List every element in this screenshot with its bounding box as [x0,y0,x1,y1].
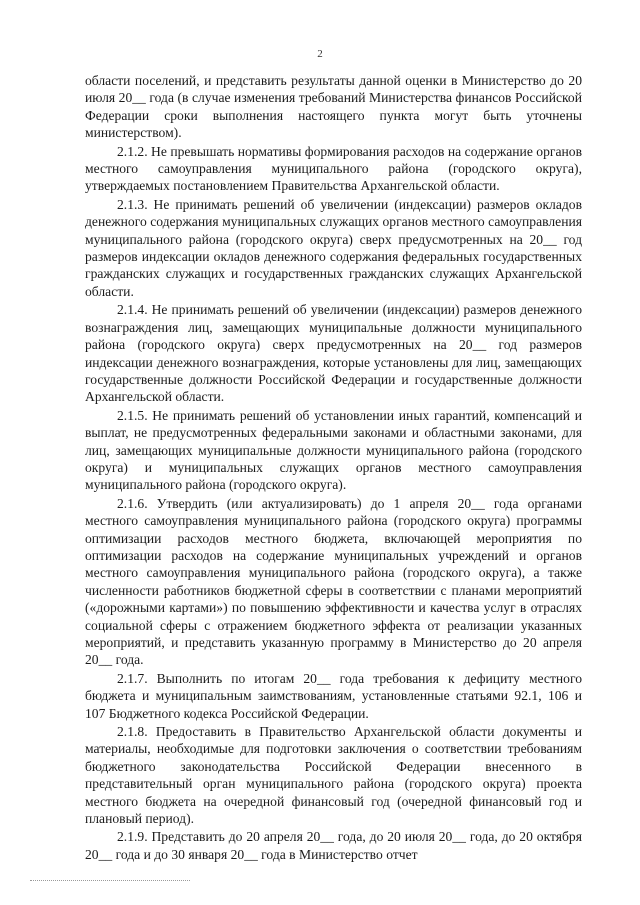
page-number: 2 [317,48,323,60]
scan-artifact-divider [30,880,190,882]
paragraph-2-1-2: 2.1.2. Не превышать нормативы формирования расходов на содержание органов местного самоуправления муниципального района (городского округа), утверждаемых постановлением Правительства Архангельской области. [85,143,582,194]
paragraph-continuation: области поселений, и представить результаты данной оценки в Министерство до 20 июля 20__ года (в случае изменения требований Министерства финансов Российской Федерации сроки выполнения настоящего пункта могут быть уточнены министерством). [85,73,582,141]
document-body [85,72,582,864]
paragraph-2-1-8: 2.1.8. Предоставить в Правительство Архангельской области документы и материалы, необходимые для подготовки заключения о соответствии требованиям бюджетного законодательства Российской Федерации внесенного в представительный орган муниципального района (городского округа) проекта местного бюджета на очередной финансовый год (очередной финансовый год и плановый период). [85,724,582,827]
paragraph-2-1-3: 2.1.3. Не принимать решений об увеличении (индексации) размеров окладов денежного содержания муниципальных служащих органов местного самоуправления муниципального района (городского округа) сверх предусмотренных на 20__ год размеров индексации окладов денежного содержания федеральных государственных гражданских служащих и государственных гражданских служащих Архангельской области. [85,196,582,299]
paragraph-2-1-4: 2.1.4. Не принимать решений об увеличении (индексации) размеров денежного вознаграждения лиц, замещающих муниципальные должности муниципального района (городского округа) сверх предусмотренных на 20__ год размеров индексации денежного вознаграждения, которые установлены для лиц, замещающих государственные должности Российской Федерации и государственные должности Архангельской области. [85,302,582,405]
paragraph-2-1-5: 2.1.5. Не принимать решений об установлении иных гарантий, компенсаций и выплат, не предусмотренных федеральными законами и областными законами, для лиц, замещающих муниципальные должности муниципального района (городского округа) и муниципальных служащих органов местного самоуправления муниципального района (городского округа). [85,407,582,493]
paragraph-2-1-7: 2.1.7. Выполнить по итогам 20__ года требования к дефициту местного бюджета и муниципальным заимствованиям, установленные статьями 92.1, 106 и 107 Бюджетного кодекса Российской Федерации. [85,670,582,721]
paragraph-2-1-9: 2.1.9. Представить до 20 апреля 20__ года, до 20 июля 20__ года, до 20 октября 20__ года и до 30 января 20__ года в Министерство отчет [85,829,582,862]
paragraph-2-1-6: 2.1.6. Утвердить (или актуализировать) до 1 апреля 20__ года органами местного самоуправления муниципального района (городского округа) программы оптимизации расходов местного бюджета, включающей мероприятия по оптимизации расходов на содержание муниципальных учреждений и органов местного самоуправления муниципального района (городского округа), а также численности работников бюджетной сферы в соответствии с планами мероприятий («дорожными картами») по повышению эффективности и качества услуг в отраслях социальной сферы с отражением бюджетного эффекта от реализации указанных мероприятий, и представить указанную программу в Министерство до 20 апреля 20__ года. [85,495,582,668]
